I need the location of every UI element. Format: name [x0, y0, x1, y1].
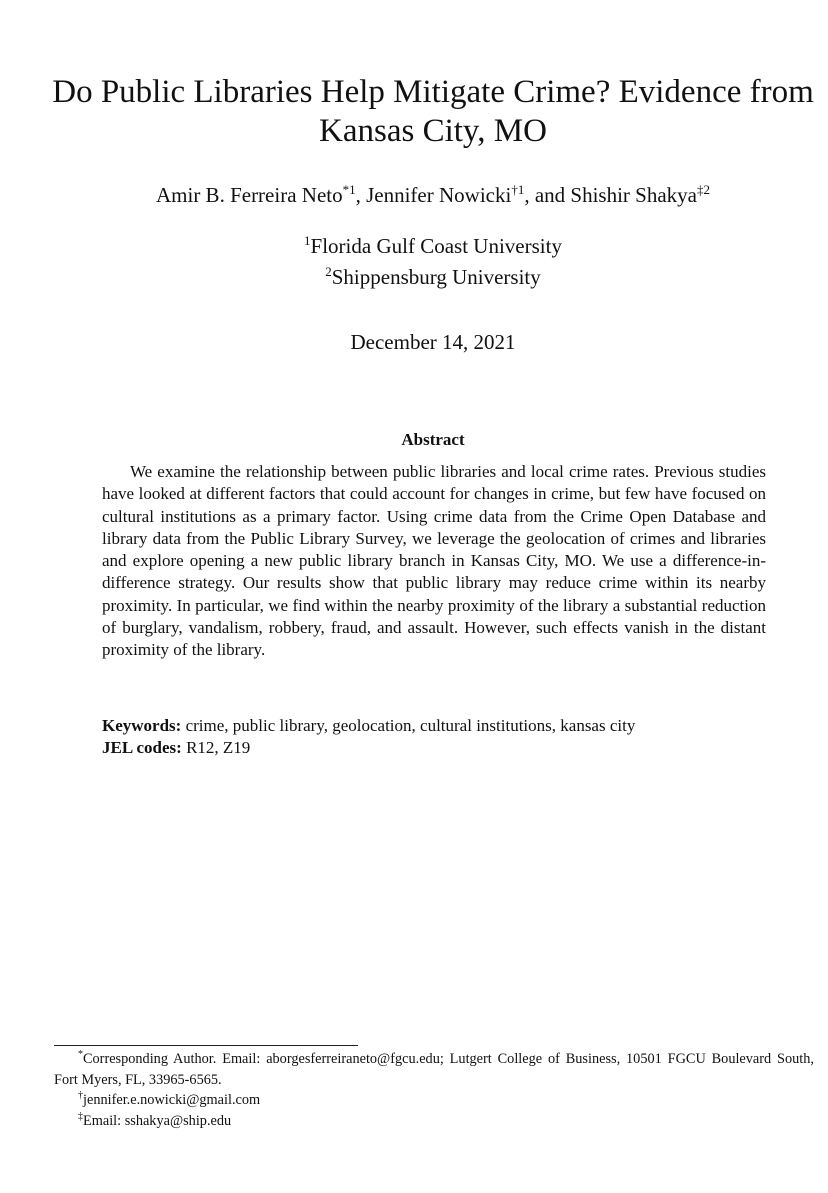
author-name: Amir B. Ferreira Neto [155, 183, 343, 207]
affiliation-mark: 2 [325, 264, 332, 279]
jel-codes-label: JEL codes: [102, 738, 182, 757]
footnote [54, 1111, 814, 1132]
author-name: Jennifer Nowicki [366, 183, 512, 207]
footnote-text: jennifer.e.nowicki@gmail.com [83, 1092, 261, 1108]
affiliation [40, 263, 826, 291]
footnote-mark: ‡ [78, 1110, 83, 1122]
author-name: Shishir Shakya [570, 183, 697, 207]
author-mark: †1 [511, 182, 525, 197]
author-separator: , and [524, 183, 571, 207]
keywords-value: crime, public library, geolocation, cultural institutions, kansas city [185, 716, 636, 735]
affiliation-mark: 1 [304, 233, 311, 248]
abstract-heading: Abstract [401, 430, 465, 449]
footnote-mark: † [78, 1090, 83, 1102]
footnote [54, 1049, 814, 1090]
author-mark: ‡2 [697, 182, 710, 197]
jel-codes-line [102, 737, 802, 759]
affiliation-name: Shippensburg University [331, 265, 541, 289]
jel-codes-value: R12, Z19 [186, 738, 251, 757]
footnote-text: Email: sshakya@ship.edu [83, 1112, 232, 1129]
footnotes [54, 1049, 814, 1131]
author-mark: *1 [342, 182, 356, 197]
paper-date: December 14, 2021 [350, 330, 516, 354]
affiliation [40, 232, 826, 260]
abstract-text: We examine the relationship between public libraries and local crime rates. Previous studies have looked at different factors that could account for changes in crime, but few have focused on cultural institutions as a primary factor. Using crime data from the Crime Open Database and library data from the Public Library Survey, we leverage the geolocation of crimes and libraries and explore opening a new public library branch in Kansas City, MO. We use a difference-in-difference strategy. Our results show that public library may reduce crime within its nearby proximity. In particular, we find within the nearby proximity of the library a substantial reduction of burglary, vandalism, robbery, fraud, and assault. However, such effects vanish in the distant proximity of the library. [102, 462, 766, 660]
keywords-line [102, 715, 802, 737]
footnote-text: Corresponding Author. Email: aborgesferreiraneto@fgcu.edu; Lutgert College of Business, 10501 FGCU Boulevard South, Fort Myers, FL, 33965-6565. [54, 1051, 814, 1088]
paper-title: Do Public Libraries Help Mitigate Crime? Evidence from Kansas City, MO [52, 74, 814, 149]
affiliation-name: Florida Gulf Coast University [310, 234, 562, 258]
author-separator: , [355, 183, 367, 207]
keywords-label: Keywords: [102, 716, 182, 735]
footnote-divider [54, 1045, 358, 1046]
author-list [40, 181, 826, 209]
footnote [54, 1090, 814, 1111]
footnote-mark: * [78, 1049, 83, 1061]
